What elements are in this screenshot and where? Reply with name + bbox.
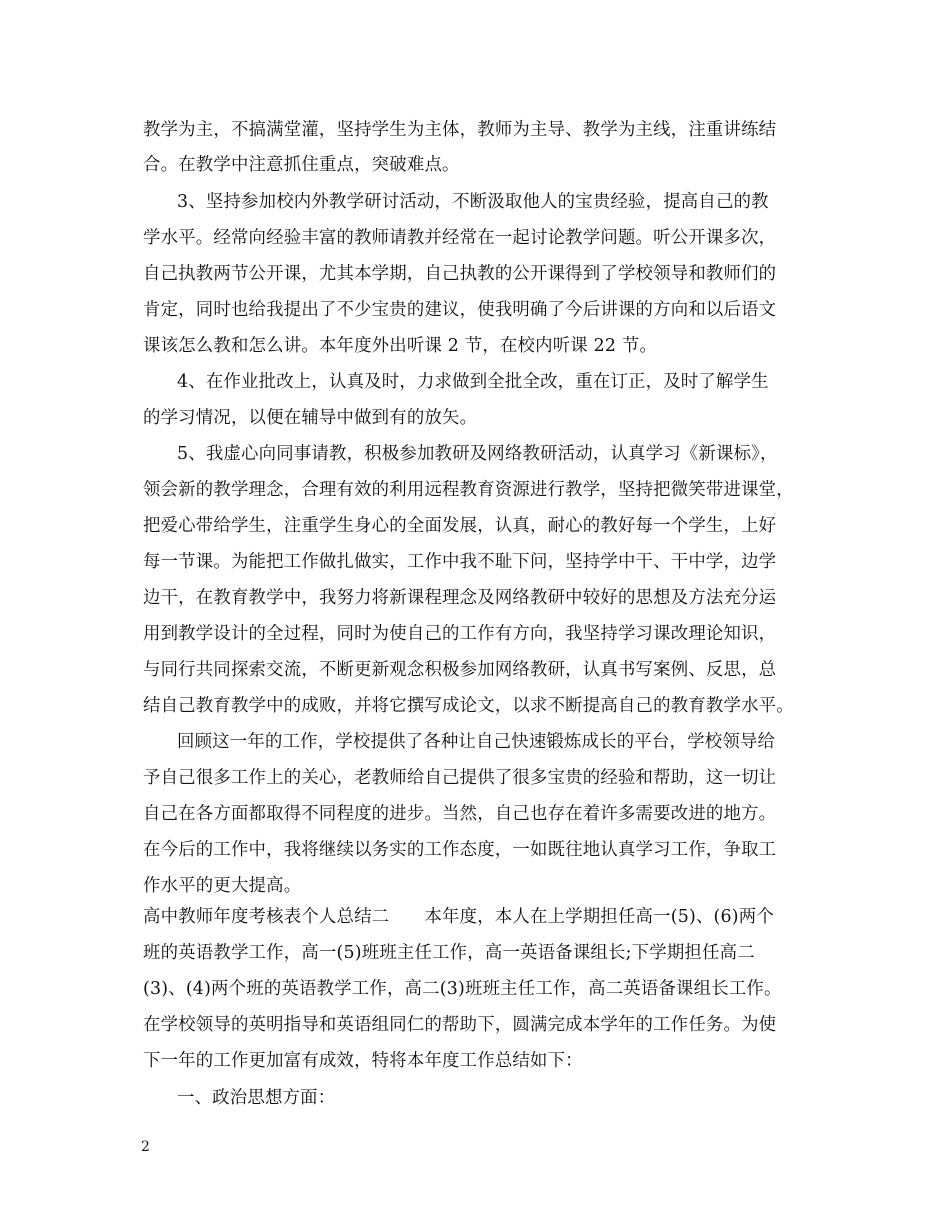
body-text-line: 下一年的工作更加富有成效，特将本年度工作总结如下： <box>143 1051 583 1071</box>
body-text-line: 在学校领导的英明指导和英语组同仁的帮助下，圆满完成本学年的工作任务。为使 <box>143 1015 777 1035</box>
body-text-line: 班的英语教学工作，高一(5)班班主任工作，高一英语备课组长;下学期担任高二 <box>143 943 755 963</box>
body-text-line: 在今后的工作中，我将继续以务实的工作态度，一如既往地认真学习工作，争取工 <box>143 840 777 860</box>
body-text-line: 予自己很多工作上的关心，老教师给自己提供了很多宝贵的经验和帮助，这一切让 <box>143 768 777 788</box>
body-text-line: 教学为主，不搞满堂灌，坚持学生为主体，教师为主导、教学为主线，注重讲练结 <box>143 120 777 140</box>
body-text-line: 5、我虚心向同事请教，积极参加教研及网络教研活动，认真学习《新课标》， <box>177 444 778 464</box>
body-text-line: 边干，在教育教学中，我努力将新课程理念及网络教研中较好的思想及方法充分运 <box>143 588 777 608</box>
body-text-line: 合。在教学中注意抓住重点，突破难点。 <box>143 155 460 175</box>
body-text-line: 自己在各方面都取得不同程度的进步。当然，自己也存在着许多需要改进的地方。 <box>143 804 777 824</box>
body-text-line: 自己执教两节公开课，尤其本学期，自己执教的公开课得到了学校领导和教师们的 <box>143 264 777 284</box>
body-text-line: 把爱心带给学生，注重学生身心的全面发展，认真，耐心的教好每一个学生，上好 <box>143 516 777 536</box>
body-text-line: 3、坚持参加校内外教学研讨活动，不断汲取他人的宝贵经验，提高自己的教 <box>177 192 769 212</box>
section-heading-line: 高中教师年度考核表个人总结二 本年度，本人在上学期担任高一(5)、(6)两个 <box>143 907 774 927</box>
body-text-line: 学水平。经常向经验丰富的教师请教并经常在一起讨论教学问题。听公开课多次， <box>143 228 777 248</box>
body-text-line: 结自己教育教学中的成败，并将它撰写成论文，以求不断提高自己的教育教学水平。 <box>143 696 794 716</box>
body-text-line: 作水平的更大提高。 <box>143 876 302 896</box>
body-text-line: 与同行共同探索交流，不断更新观念积极参加网络教研，认真书写案例、反思，总 <box>143 660 777 680</box>
body-text-line: 课该怎么教和怎么讲。本年度外出听课 2 节，在校内听课 22 节。 <box>143 336 658 356</box>
body-text-line: 领会新的教学理念，合理有效的利用远程教育资源进行教学，坚持把微笑带进课堂， <box>143 480 794 500</box>
subheading-line: 一、政治思想方面： <box>177 1088 336 1108</box>
body-text-line: 用到教学设计的全过程，同时为使自己的工作有方向，我坚持学习课改理论知识， <box>143 624 777 644</box>
body-text-line: 的学习情况，以便在辅导中做到有的放矢。 <box>143 408 478 428</box>
body-text-line: 肯定，同时也给我提出了不少宝贵的建议，使我明确了今后讲课的方向和以后语文 <box>143 300 777 320</box>
body-text-line: (3)、(4)两个班的英语教学工作，高二(3)班班主任工作，高二英语备课组长工作。 <box>143 979 782 999</box>
body-text-line: 4、在作业批改上，认真及时，力求做到全批全改，重在订正，及时了解学生 <box>177 372 769 392</box>
page-number: 2 <box>141 1139 150 1155</box>
body-text-line: 每一节课。为能把工作做扎做实，工作中我不耻下问，坚持学中干、干中学，边学 <box>143 552 777 572</box>
body-text-line: 回顾这一年的工作，学校提供了各种让自己快速锻炼成长的平台，学校领导给 <box>177 732 776 752</box>
